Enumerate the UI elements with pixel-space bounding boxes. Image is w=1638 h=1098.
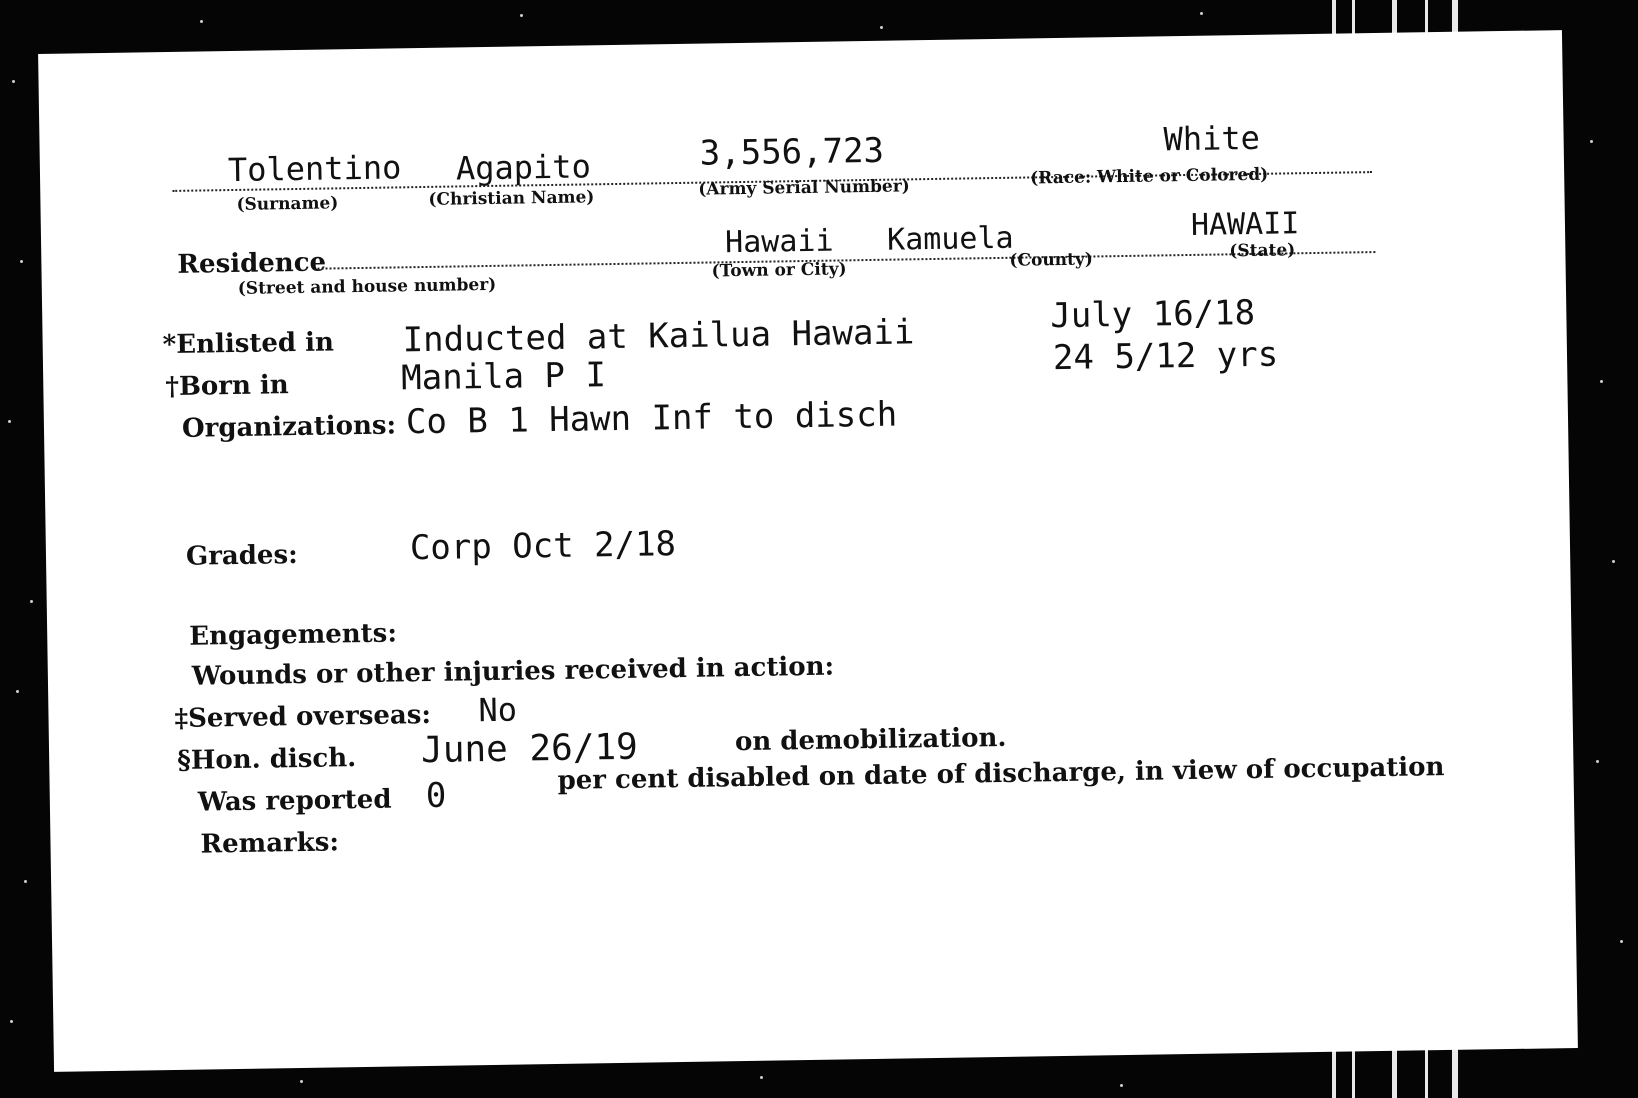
race-value: White: [1163, 118, 1261, 159]
town-value: Hawaii: [724, 223, 834, 261]
engagements-label: Engagements:: [189, 618, 398, 652]
street-caption: (Street and house number): [237, 274, 497, 299]
film-speck: [1120, 1084, 1123, 1087]
surname-caption: (Surname): [236, 193, 339, 215]
born-label: †Born in: [165, 370, 289, 403]
film-speck: [1620, 940, 1623, 943]
film-speck: [1590, 140, 1593, 143]
film-speck: [880, 26, 883, 29]
served-overseas-label: ‡Served overseas:: [174, 699, 432, 734]
age-value: 24 5/12 yrs: [1052, 334, 1279, 379]
service-record-card: [38, 30, 1578, 1072]
film-speck: [300, 1080, 303, 1083]
christian-name-caption: (Christian Name): [428, 187, 595, 210]
disability-suffix: per cent disabled on date of discharge, in view of occupation: [557, 752, 1445, 796]
grades-value: Corp Oct 2/18: [409, 524, 677, 569]
hon-disch-suffix: on demobilization.: [734, 722, 1007, 758]
film-speck: [8, 420, 11, 423]
organizations-label: Organizations:: [181, 410, 397, 444]
film-speck: [30, 600, 33, 603]
organizations-value: Co B 1 Hawn Inf to disch: [405, 394, 898, 443]
served-overseas-value: No: [478, 690, 518, 730]
film-speck: [1200, 12, 1203, 15]
film-speck: [200, 20, 203, 23]
state-value: HAWAII: [1190, 206, 1300, 243]
disability-percent-value: 0: [425, 775, 447, 817]
hon-disch-date: June 26/19: [420, 726, 639, 772]
wounds-label: Wounds or other injuries received in action:: [191, 651, 835, 692]
serial-number-caption: (Army Serial Number): [698, 176, 910, 200]
film-speck: [20, 260, 23, 263]
christian-name-value: Agapito: [455, 147, 592, 188]
film-speck: [1612, 560, 1615, 563]
residence-label: Residence: [177, 247, 327, 280]
film-speck: [760, 1076, 763, 1079]
town-caption: (Town or City): [711, 259, 847, 282]
film-speck: [24, 880, 27, 883]
was-reported-label: Was reported: [197, 784, 392, 818]
race-caption: (Race: White or Colored): [1030, 164, 1269, 189]
born-value: Manila P I: [400, 355, 607, 399]
remarks-label: Remarks:: [200, 827, 340, 860]
enlisted-label: *Enlisted in: [162, 327, 335, 361]
serial-number-value: 3,556,723: [699, 130, 885, 174]
film-speck: [520, 14, 523, 17]
surname-value: Tolentino: [227, 148, 402, 190]
county-value: Kamuela: [886, 220, 1014, 258]
film-speck: [10, 1020, 13, 1023]
enlisted-value: Inducted at Kailua Hawaii: [402, 312, 915, 361]
county-caption: (County): [1009, 249, 1094, 271]
film-speck: [1596, 760, 1599, 763]
film-speck: [1600, 380, 1603, 383]
state-caption: (State): [1229, 240, 1296, 262]
hon-disch-label: §Hon. disch.: [176, 743, 357, 776]
grades-label: Grades:: [185, 540, 298, 572]
film-speck: [16, 690, 19, 693]
film-speck: [12, 80, 15, 83]
enlisted-date: July 16/18: [1050, 292, 1256, 337]
